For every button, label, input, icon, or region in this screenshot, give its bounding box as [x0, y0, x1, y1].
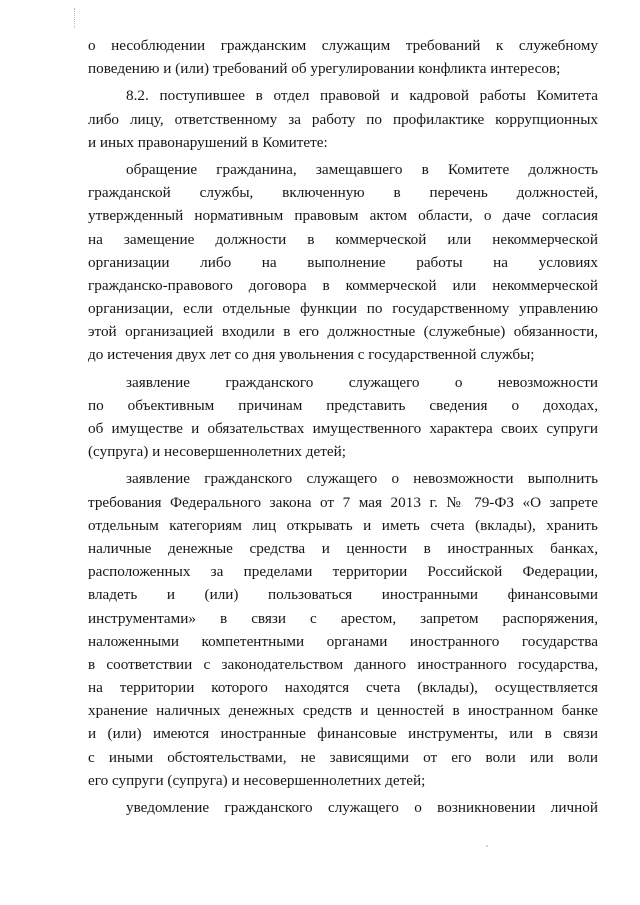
document-body-text — [88, 34, 598, 819]
text-line: организации либо на выполнение работы на условиях — [88, 253, 598, 271]
text-line: его супруги (супруга) и несовершеннолетних детей; — [88, 771, 426, 789]
text-line: поведению и (или) требований об урегулировании конфликта интересов; — [88, 60, 561, 78]
text-line: до истечения двух лет со дня увольнения с государственной службы; — [88, 346, 535, 364]
text-line: по объективным причинам представить сведения о доходах, — [88, 396, 598, 414]
text-line: о несоблюдении гражданским служащим требований к служебному — [88, 37, 598, 54]
text-line: инструментами» в связи с арестом, запретом распоряжения, — [88, 609, 598, 627]
scan-artifact-speck — [486, 845, 488, 847]
text-line: в соответствии с законодательством данного иностранного государства, — [88, 655, 598, 673]
text-line: требования Федерального закона от 7 мая 2013 г. № 79-ФЗ «О запрете — [88, 493, 598, 511]
text-line: заявление гражданского служащего о невозможности — [126, 373, 598, 391]
text-line: этой организацией входили в его должностные (служебные) обязанности, — [88, 323, 598, 341]
text-line: (супруга) и несовершеннолетних детей; — [88, 443, 346, 461]
text-line: организации, если отдельные функции по государственному управлению — [88, 300, 598, 318]
text-line: заявление гражданского служащего о невозможности выполнить — [126, 470, 598, 488]
text-line: либо лицу, ответственному за работу по профилактике коррупционных — [88, 110, 598, 128]
text-line: с иными обстоятельствами, не зависящими от его воли или воли — [88, 748, 598, 766]
text-line: отдельным категориям лиц открывать и иметь счета (вклады), хранить — [88, 516, 598, 534]
text-line: хранение наличных денежных средств и ценностей в иностранном банке — [88, 702, 598, 720]
text-line: гражданско-правового договора в коммерческой или некоммерческой — [88, 276, 598, 294]
text-line: утвержденный нормативным правовым актом области, о даче согласия — [88, 207, 598, 225]
text-line: 8.2. поступившее в отдел правовой и кадровой работы Комитета — [126, 87, 598, 105]
text-line: гражданской службы, включенную в перечень должностей, — [88, 184, 598, 202]
text-line: расположенных за пределами территории Российской Федерации, — [88, 563, 598, 581]
text-line: об имуществе и обязательствах имущественного характера своих супруги — [88, 420, 598, 437]
text-line: уведомление гражданского служащего о возникновении личной — [126, 799, 598, 816]
text-line: наложенными компетентными органами иностранного государства — [88, 632, 598, 650]
scan-artifact-mark — [74, 8, 76, 28]
text-line: владеть и (или) пользоваться иностранными финансовыми — [88, 586, 598, 604]
text-line: и (или) имеются иностранные финансовые инструменты, или в связи — [88, 725, 598, 743]
text-line: на территории которого находятся счета (вклады), осуществляется — [88, 679, 598, 697]
text-line: обращение гражданина, замещавшего в Комитете должность — [126, 160, 598, 178]
text-line: на замещение должности в коммерческой или некоммерческой — [88, 230, 598, 248]
text-line: и иных правонарушений в Комитете: — [88, 133, 328, 151]
text-line: наличные денежные средства и ценности в иностранных банках, — [88, 539, 598, 557]
